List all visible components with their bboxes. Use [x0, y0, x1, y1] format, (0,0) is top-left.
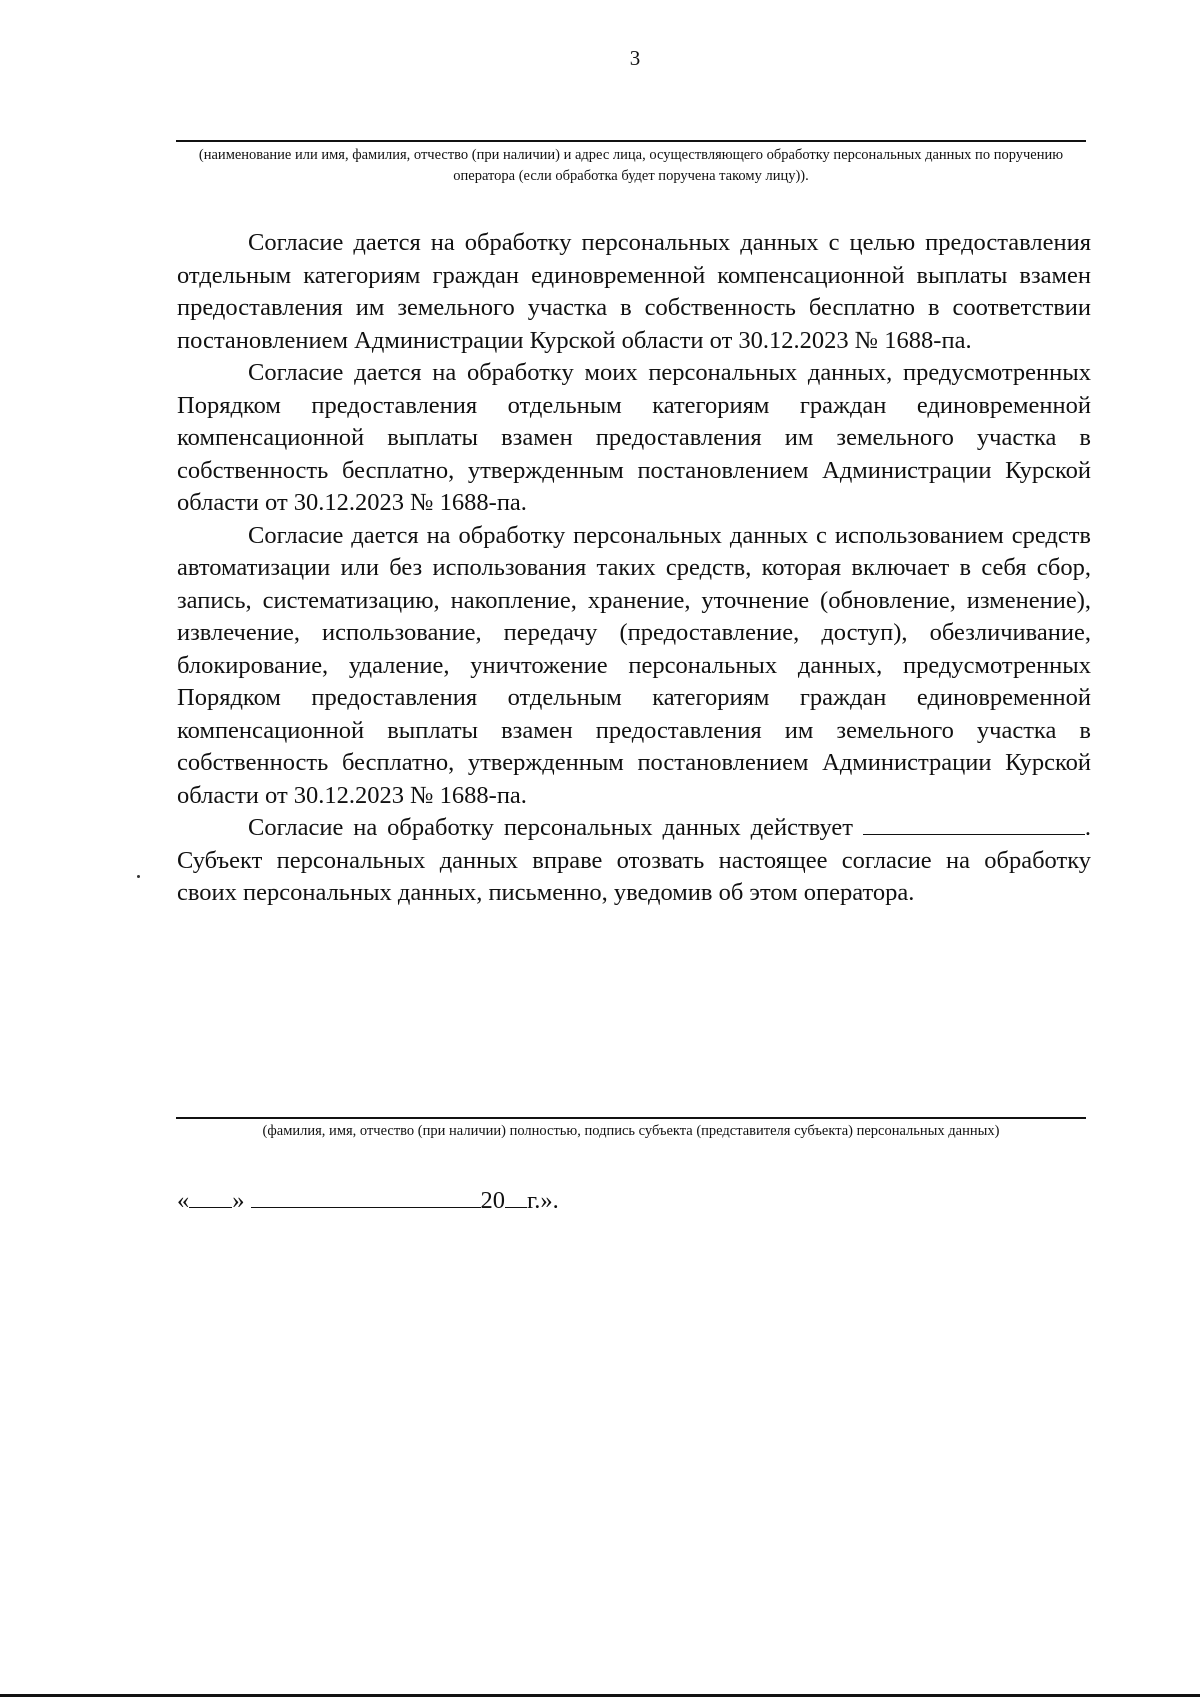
subject-signature-line — [176, 1117, 1086, 1119]
date-line — [177, 1185, 559, 1217]
day-blank — [189, 1185, 232, 1208]
validity-text-end: . Субъект персональных данных вправе отозвать настоящее согласие на обработку своих персональных данных, письменно, уведомив об этом оператора. — [177, 814, 1092, 906]
operator-caption: (наименование или имя, фамилия, отчество (при наличии) и адрес лица, осуществляющего обработку персональных данных по поручению оператора (если обработка будет поручена такому лицу)). — [198, 147, 1064, 184]
consent-body — [177, 227, 1091, 910]
consent-paragraph-validity — [177, 812, 1091, 910]
date-open-quote: « — [177, 1187, 190, 1214]
consent-paragraph-purpose: Согласие дается на обработку персональных данных с целью предоставления отдельным категориям граждан единовременной компенсационной выплаты взамен предоставления им земельного участка в собственность бесплатно в соответствии постановлением Администрации Курской области от 30.12.2023 № 1688-па. — [177, 229, 1091, 354]
year-prefix: 20 — [480, 1187, 505, 1214]
consent-paragraph-scope: Согласие дается на обработку моих персональных данных, предусмотренных Порядком предоставления отдельным категориям граждан единовременной компенсационной выплаты взамен предоставления им земельного участка в собственность бесплатно, утвержденным постановлением Администрации Курской области от 30.12.2023 № 1688-па. — [177, 359, 1091, 516]
validity-text-start: Согласие на обработку персональных данных действует — [248, 814, 853, 841]
subject-caption: (фамилия, имя, отчество (при наличии) полностью, подпись субъекта (представителя субъекта) персональных данных) — [262, 1123, 1000, 1139]
page-number: 3 — [629, 46, 641, 70]
date-suffix: г.». — [527, 1187, 559, 1214]
validity-period-blank — [863, 812, 1085, 835]
scan-speck — [137, 875, 140, 878]
year-blank — [505, 1185, 527, 1208]
month-blank — [251, 1185, 481, 1208]
operator-signature-line — [176, 140, 1086, 142]
consent-paragraph-processing: Согласие дается на обработку персональных данных с использованием средств автоматизации или без использования таких средств, которая включает в себя сбор, запись, систематизацию, накопление, хранение, уточнение (обновление, изменение), извлечение, использование, передачу (предоставление, доступ), обезличивание, блокирование, удаление, уничтожение персональных данных, предусмотренных Порядком предоставления отдельным категориям граждан единовременной компенсационной выплаты взамен предоставления им земельного участка в собственность бесплатно, утвержденным постановлением Администрации Курской области от 30.12.2023 № 1688-па. — [177, 521, 1091, 809]
date-close-quote: » — [232, 1187, 245, 1214]
